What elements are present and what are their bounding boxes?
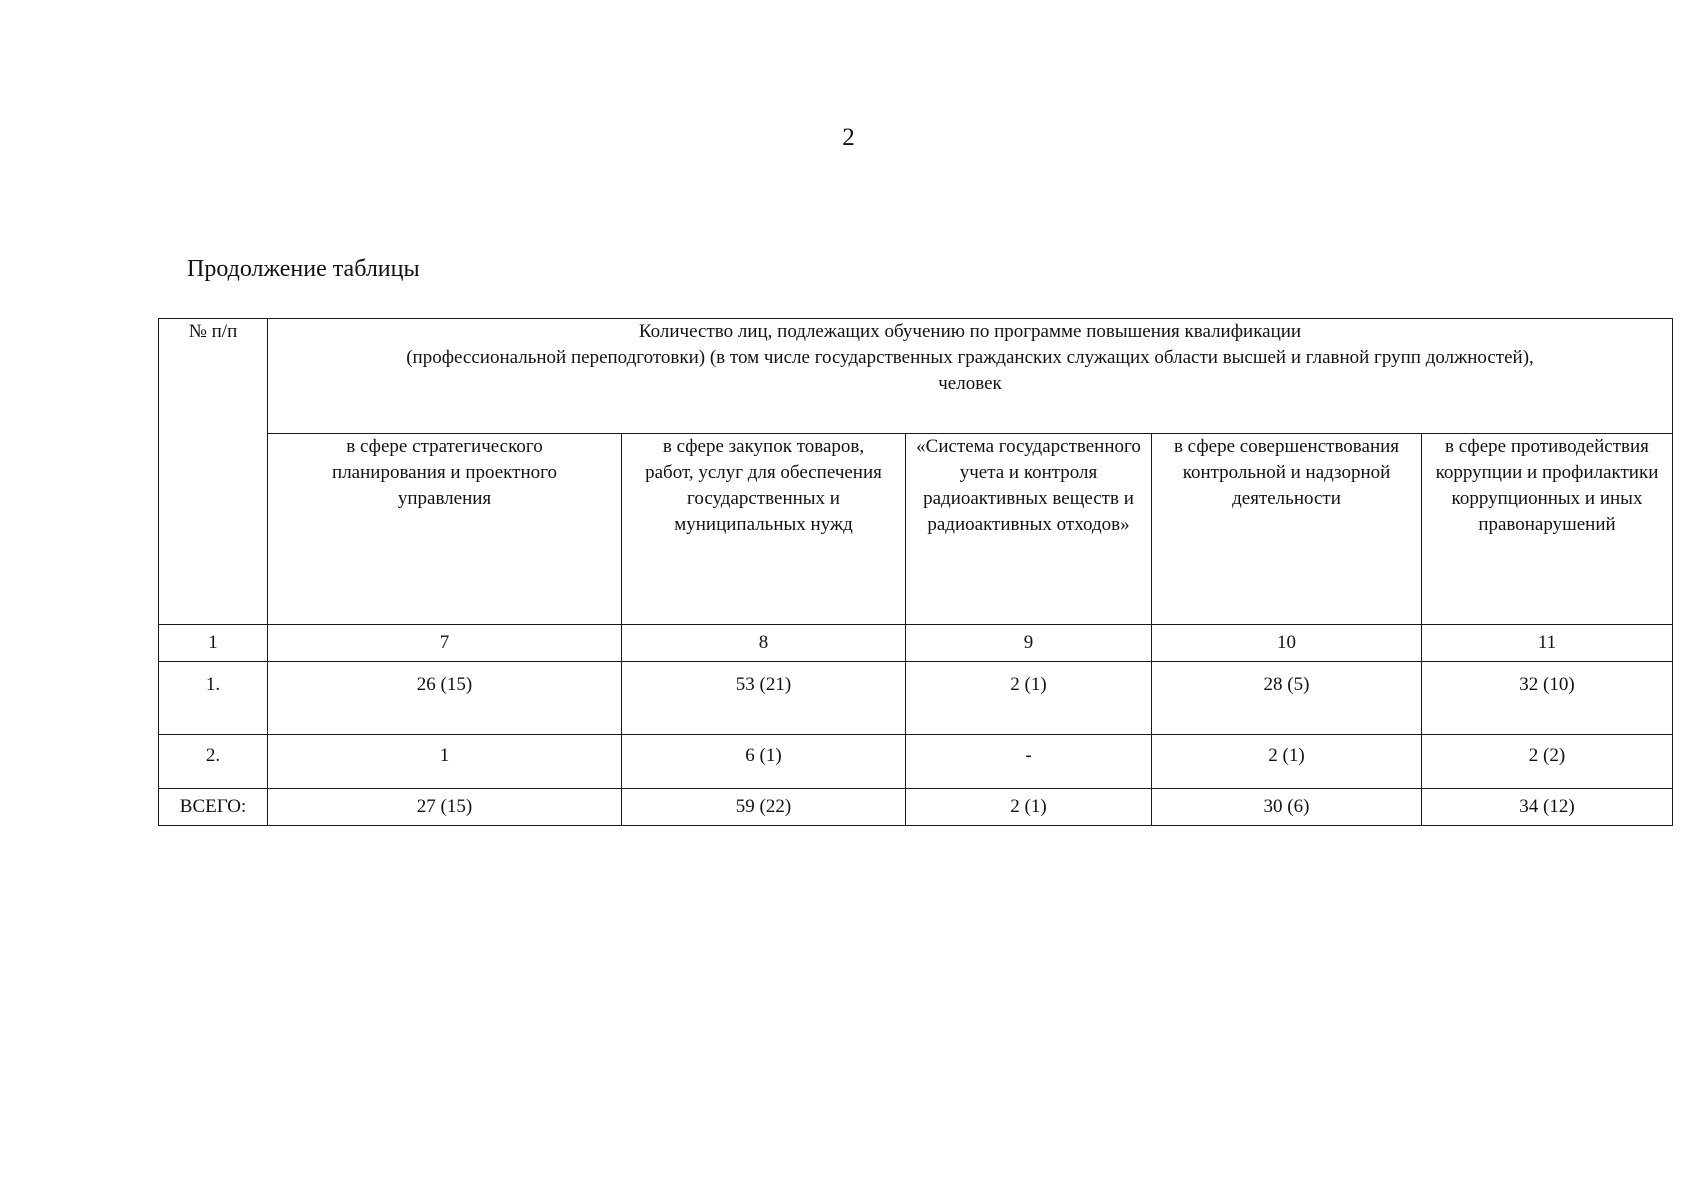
main-header-line: Количество лиц, подлежащих обучению по программе повышения квалификации bbox=[638, 321, 1302, 342]
table-cell: 2 (1) bbox=[1152, 735, 1422, 789]
total-label: ВСЕГО: bbox=[159, 789, 268, 826]
page-number: 2 bbox=[842, 124, 855, 151]
column-number: 1 bbox=[159, 625, 268, 662]
column-number: 11 bbox=[1422, 625, 1673, 662]
table-cell: - bbox=[906, 735, 1152, 789]
subheader-strategic-planning: в сфере стратегического планирования и проектного управления bbox=[268, 434, 622, 625]
row-number-header: № п/п bbox=[159, 319, 268, 625]
total-cell: 27 (15) bbox=[268, 789, 622, 826]
column-number: 7 bbox=[268, 625, 622, 662]
table-cell: 2 (2) bbox=[1422, 735, 1673, 789]
row-index: 1. bbox=[159, 662, 268, 735]
total-cell: 30 (6) bbox=[1152, 789, 1422, 826]
table-cell: 26 (15) bbox=[268, 662, 622, 735]
column-number: 10 bbox=[1152, 625, 1422, 662]
table-cell: 6 (1) bbox=[622, 735, 906, 789]
table-row bbox=[159, 662, 1673, 735]
table-row bbox=[159, 735, 1673, 789]
column-number: 8 bbox=[622, 625, 906, 662]
row-index: 2. bbox=[159, 735, 268, 789]
total-cell: 34 (12) bbox=[1422, 789, 1673, 826]
column-number: 9 bbox=[906, 625, 1152, 662]
total-row bbox=[159, 789, 1673, 826]
table-cell: 1 bbox=[268, 735, 622, 789]
subheader-control-supervision: в сфере совершенствования контрольной и надзорной деятельности bbox=[1152, 434, 1422, 625]
total-cell: 59 (22) bbox=[622, 789, 906, 826]
total-cell: 2 (1) bbox=[906, 789, 1152, 826]
table-cell: 32 (10) bbox=[1422, 662, 1673, 735]
column-number-row bbox=[159, 625, 1673, 662]
subheader-radioactive-control: «Система государственного учета и контроля радиоактивных веществ и радиоактивных отходов» bbox=[906, 434, 1152, 625]
training-table bbox=[158, 318, 1673, 826]
main-header-line: (профессиональной переподготовки) (в том числе государственных гражданских служащих области высшей и главной групп должностей), bbox=[406, 347, 1534, 368]
main-header-line: человек bbox=[938, 373, 1002, 394]
table-cell: 53 (21) bbox=[622, 662, 906, 735]
subheader-anti-corruption: в сфере противодействия коррупции и профилактики коррупционных и иных правонарушений bbox=[1422, 434, 1673, 625]
main-header bbox=[268, 319, 1673, 434]
subheader-procurement: в сфере закупок товаров, работ, услуг для обеспечения государственных и муниципальных нужд bbox=[622, 434, 906, 625]
continuation-label: Продолжение таблицы bbox=[187, 256, 420, 282]
table-cell: 28 (5) bbox=[1152, 662, 1422, 735]
table-cell: 2 (1) bbox=[906, 662, 1152, 735]
